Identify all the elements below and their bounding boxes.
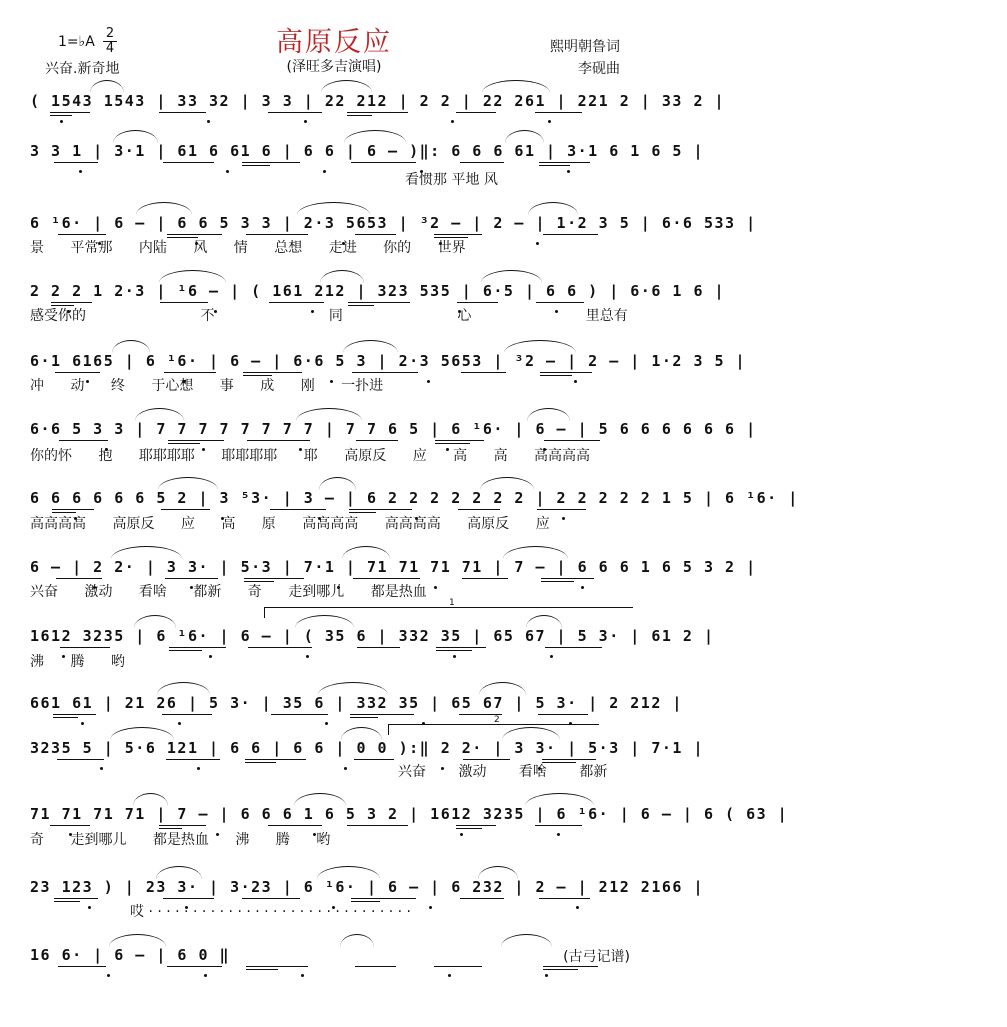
lyric-line-14 — [30, 970, 632, 990]
lyricist-credit: 熙明朝鲁词 — [550, 39, 620, 55]
slur-marks-11 — [30, 727, 632, 741]
slur-marks-5 — [30, 340, 632, 354]
notation-line-2: 3 3 1 | 3·1 | 61 6 61 6 | 6 6 | 6 — )‖: 6 6 6 61 | 3·1 6 1 6 5 | — [30, 142, 704, 160]
notation-line-10: 661 61 | 21 26 | 5 3· | 35 6 | 332 35 | 65 67 | 5 3· | 2 212 | — [30, 694, 683, 712]
lyric-line-6: 你的怀 抱 耶耶耶耶 耶耶耶耶 耶 高原反 应 高 高 高高高高 — [30, 448, 591, 464]
slur-marks-6 — [30, 408, 632, 422]
notation-line-13: 23 123 ) | 23 3· | 3·23 | 6 ¹6· | 6 — | 6 232 | 2 — | 212 2166 | — [30, 878, 704, 896]
key-signature: 1=♭A — [58, 34, 95, 50]
lyric-line-3: 景 平常那 内陆 风 情 总想 走进 你的 世界 — [30, 240, 466, 256]
lyric-line-4: 感受你的 不 同 心 里总有 — [30, 308, 628, 324]
notation-line-9: 1612 3235 | 6 ¹6· | 6 — | ( 35 6 | 332 35 | 65 67 | 5 3· | 61 2 | — [30, 627, 715, 645]
lyric-line-12: 奇 走到哪儿 都是热血 沸 腾 哟 — [30, 832, 331, 848]
lyric-line-2: 看惯那 平地 风 — [405, 172, 498, 188]
tempo-mood: 兴奋.新奇地 — [45, 61, 120, 77]
lyric-line-11: 兴奋 激动 看啥 都新 — [398, 764, 608, 780]
slur-marks-2 — [30, 130, 632, 144]
notation-line-11: 3235 5 | 5·6 121 | 6 6 | 6 6 | 0 0 ):‖ 2 2· | 3 3· | 5·3 | 7·1 | — [30, 739, 704, 757]
volta-number-1: 1 — [449, 598, 455, 608]
slur-marks-13 — [30, 866, 632, 880]
slur-marks-1 — [30, 80, 632, 94]
notation-line-6: 6·6 5 3 3 | 7 7 7 7 7 7 7 7 | 7 7 6 5 | 6 ¹6· | 6 — | 5 6 6 6 6 6 6 | — [30, 420, 757, 438]
slur-marks-14 — [30, 934, 632, 948]
notation-line-14: 16 6· | 6 — | 6 0 ‖ — [30, 946, 231, 964]
meter-top: 2 — [105, 26, 115, 41]
lyric-line-9: 沸 腾 哟 — [30, 654, 125, 670]
slur-marks-9 — [30, 615, 632, 629]
lyric-line-8: 兴奋 激动 看啥 都新 奇 走到哪儿 都是热血 — [30, 584, 427, 600]
notation-line-3: 6 ¹6· | 6 — | 6 6 5 3 3 | 2·3 5653 | ³2 — | 2 — | 1·2 3 5 | 6·6 533 | — [30, 214, 757, 232]
notation-line-4: 2 2 2 1 2·3 | ¹6 — | ( 161 212 | 323 535 | 6·5 | 6 6 ) | 6·6 1 6 | — [30, 282, 726, 300]
rhythm-underlines-2 — [30, 162, 632, 170]
slur-marks-7 — [30, 477, 632, 491]
lyric-line-5: 冲 动 终 于心想 事 成 刚 一扑进 — [30, 378, 384, 394]
notation-line-8: 6 — | 2 2· | 3 3· | 5·3 | 7·1 | 71 71 71 71 | 7 — | 6 6 6 1 6 5 3 2 | — [30, 558, 757, 576]
notation-line-5: 6·1 6165 | 6 ¹6· | 6 — | 6·6 5 3 | 2·3 5653 | ³2 — | 2 — | 1·2 3 5 | — [30, 352, 747, 370]
volta-number-2: 2 — [494, 715, 500, 725]
slur-marks-10 — [30, 682, 632, 696]
lyric-line-7: 高高高高 高原反 应 高 原 高高高高 高高高高 高原反 应 — [30, 516, 550, 532]
time-signature — [103, 28, 117, 55]
lyric-line-13: 哎 · · · · · · · · · · · · · · · · · · · · · · · · · · · · · · — [130, 904, 412, 920]
notation-line-1: ( 1543 1543 | 33 32 | 3 3 | 22 212 | 2 2 | 22 261 | 221 2 | 33 2 | — [30, 92, 726, 110]
slur-marks-12 — [30, 793, 632, 807]
transcriber-credit: (古弓记谱) — [563, 949, 630, 965]
slur-marks-3 — [30, 202, 632, 216]
performer-note: (泽旺多吉演唱) — [286, 59, 382, 75]
slur-marks-4 — [30, 270, 632, 284]
meter-bottom: 4 — [105, 41, 115, 56]
song-title: 高原反应 — [276, 27, 392, 58]
notation-line-12: 71 71 71 71 | 7 — | 6 6 6 1 6 5 3 2 | 1612 3235 | 6 ¹6· | 6 — | 6 ( 63 | — [30, 805, 789, 823]
slur-marks-8 — [30, 546, 632, 560]
notation-line-7: 6 6 6 6 6 6 5 2 | 3 ⁵3· | 3 — | 6 2 2 2 2 2 2 2 | 2 2 2 2 2 1 5 | 6 ¹6· | — [30, 489, 799, 507]
composer-credit: 李砚曲 — [578, 61, 620, 77]
